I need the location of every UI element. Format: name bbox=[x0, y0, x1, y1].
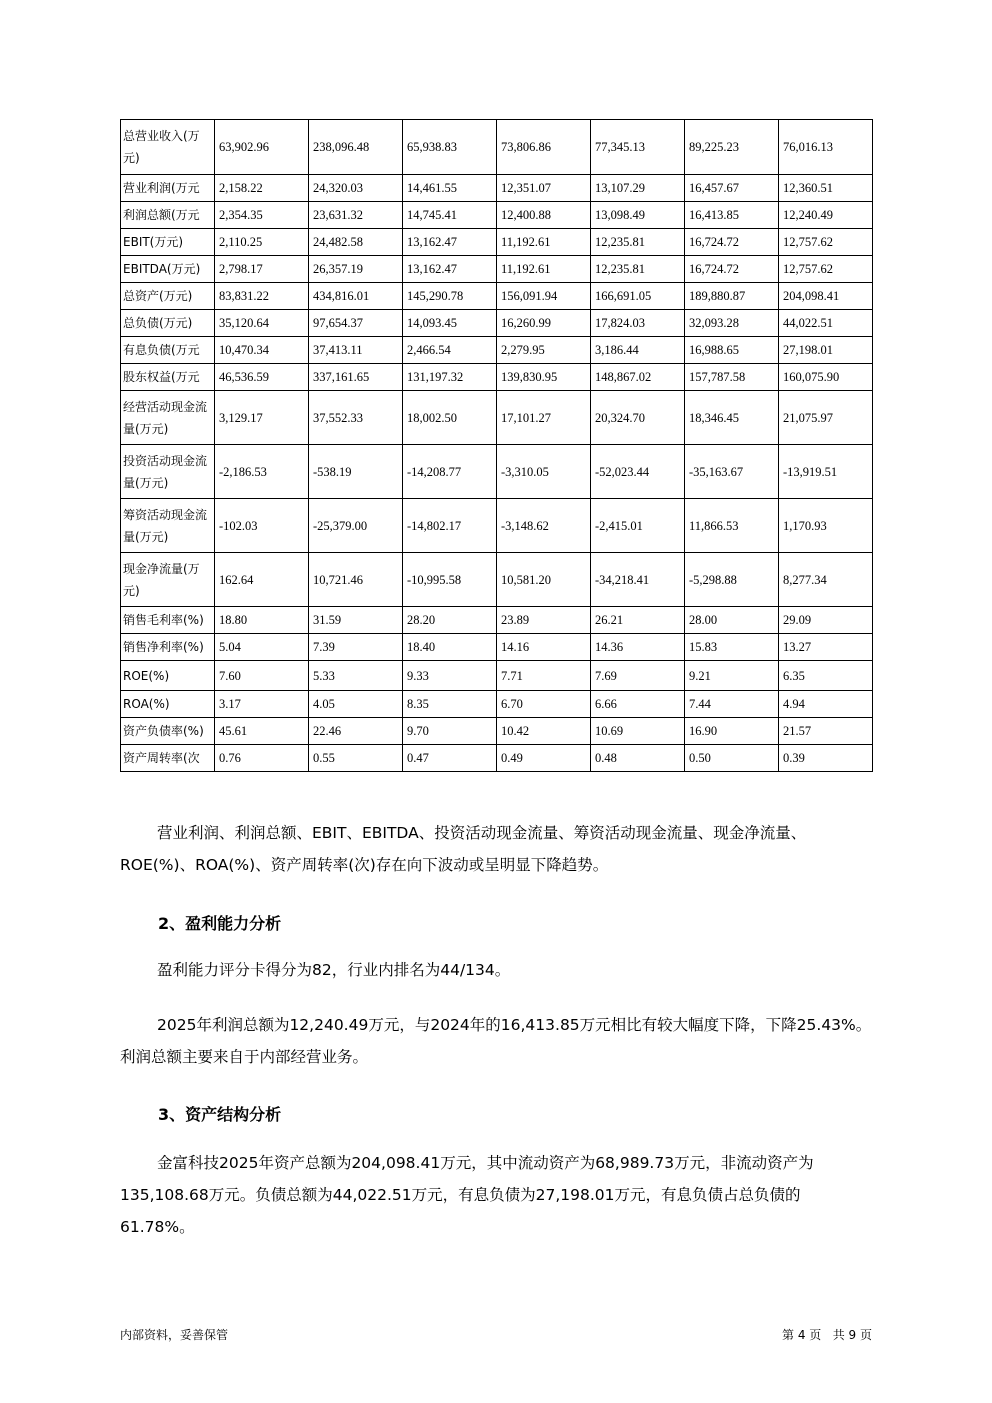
table-cell: 18,346.45 bbox=[685, 391, 779, 445]
table-row bbox=[121, 202, 873, 229]
table-cell: 3.17 bbox=[215, 691, 309, 718]
row-label: 现金净流量(万元) bbox=[121, 553, 215, 607]
table-row bbox=[121, 499, 873, 553]
table-row bbox=[121, 283, 873, 310]
table-cell: 14.36 bbox=[591, 634, 685, 661]
table-cell: 28.20 bbox=[403, 607, 497, 634]
table-cell: 9.70 bbox=[403, 718, 497, 745]
trend-text: 营业利润、利润总额、EBIT、EBITDA、投资活动现金流量、筹资活动现金流量、现金净流量、ROE(%)、ROA(%)、资产周转率(次)存在向下波动或呈明显下降趋势。 bbox=[120, 824, 807, 874]
table-cell: 77,345.13 bbox=[591, 120, 685, 175]
table-cell: 14.16 bbox=[497, 634, 591, 661]
table-cell: 131,197.32 bbox=[403, 364, 497, 391]
table-cell: 9.21 bbox=[685, 661, 779, 691]
table-cell: -3,148.62 bbox=[497, 499, 591, 553]
table-cell: 7.44 bbox=[685, 691, 779, 718]
table-cell: 46,536.59 bbox=[215, 364, 309, 391]
table-cell: 18,002.50 bbox=[403, 391, 497, 445]
table-cell: 21.57 bbox=[779, 718, 873, 745]
table-cell: 10.69 bbox=[591, 718, 685, 745]
row-label: 资产周转率(次 bbox=[121, 745, 215, 772]
row-label: 筹资活动现金流量(万元) bbox=[121, 499, 215, 553]
table-cell: 7.39 bbox=[309, 634, 403, 661]
table-cell: 11,192.61 bbox=[497, 256, 591, 283]
table-cell: 37,552.33 bbox=[309, 391, 403, 445]
table-cell: 17,824.03 bbox=[591, 310, 685, 337]
table-cell: 76,016.13 bbox=[779, 120, 873, 175]
trend-paragraph bbox=[120, 817, 872, 881]
table-cell: 23.89 bbox=[497, 607, 591, 634]
table-cell: 139,830.95 bbox=[497, 364, 591, 391]
table-cell: 3,186.44 bbox=[591, 337, 685, 364]
table-cell: 14,093.45 bbox=[403, 310, 497, 337]
table-cell: -25,379.00 bbox=[309, 499, 403, 553]
row-label: ROE(%) bbox=[121, 661, 215, 691]
table-cell: -35,163.67 bbox=[685, 445, 779, 499]
table-cell: 28.00 bbox=[685, 607, 779, 634]
table-cell: 1,170.93 bbox=[779, 499, 873, 553]
table-cell: 160,075.90 bbox=[779, 364, 873, 391]
table-cell: 13.27 bbox=[779, 634, 873, 661]
table-cell: 12,240.49 bbox=[779, 202, 873, 229]
table-cell: 14,745.41 bbox=[403, 202, 497, 229]
table-cell: 97,654.37 bbox=[309, 310, 403, 337]
table-cell: 0.47 bbox=[403, 745, 497, 772]
table-cell: 29.09 bbox=[779, 607, 873, 634]
table-cell: 45.61 bbox=[215, 718, 309, 745]
table-cell: 8,277.34 bbox=[779, 553, 873, 607]
table-cell: -10,995.58 bbox=[403, 553, 497, 607]
table-cell: 26.21 bbox=[591, 607, 685, 634]
row-label: 总资产(万元) bbox=[121, 283, 215, 310]
table-cell: 32,093.28 bbox=[685, 310, 779, 337]
table-cell: 16.90 bbox=[685, 718, 779, 745]
asset-detail-paragraph bbox=[120, 1147, 872, 1243]
section-heading-asset-structure: 3、资产结构分析 bbox=[158, 1105, 282, 1124]
table-cell: 0.55 bbox=[309, 745, 403, 772]
table-row bbox=[121, 364, 873, 391]
table-cell: 2,798.17 bbox=[215, 256, 309, 283]
table-cell: 10,470.34 bbox=[215, 337, 309, 364]
table-cell: 6.66 bbox=[591, 691, 685, 718]
table-cell: 6.35 bbox=[779, 661, 873, 691]
table-cell: 145,290.78 bbox=[403, 283, 497, 310]
table-cell: -5,298.88 bbox=[685, 553, 779, 607]
table-cell: -14,208.77 bbox=[403, 445, 497, 499]
table-cell: 18.40 bbox=[403, 634, 497, 661]
table-cell: -52,023.44 bbox=[591, 445, 685, 499]
table-cell: 7.69 bbox=[591, 661, 685, 691]
row-label: EBIT(万元) bbox=[121, 229, 215, 256]
row-label: 股东权益(万元 bbox=[121, 364, 215, 391]
table-cell: 63,902.96 bbox=[215, 120, 309, 175]
table-row bbox=[121, 120, 873, 175]
table-cell: 24,482.58 bbox=[309, 229, 403, 256]
table-cell: 20,324.70 bbox=[591, 391, 685, 445]
table-cell: 238,096.48 bbox=[309, 120, 403, 175]
footer-confidential-note: 内部资料，妥善保管 bbox=[120, 1328, 229, 1342]
table-cell: 0.48 bbox=[591, 745, 685, 772]
table-cell: 73,806.86 bbox=[497, 120, 591, 175]
table-cell: 9.33 bbox=[403, 661, 497, 691]
table-row bbox=[121, 691, 873, 718]
table-row bbox=[121, 337, 873, 364]
table-cell: 0.39 bbox=[779, 745, 873, 772]
table-cell: 162.64 bbox=[215, 553, 309, 607]
table-cell: 16,724.72 bbox=[685, 256, 779, 283]
profit-score-text: 盈利能力评分卡得分为82，行业内排名为44/134。 bbox=[157, 961, 511, 979]
table-cell: 12,400.88 bbox=[497, 202, 591, 229]
row-label: EBITDA(万元) bbox=[121, 256, 215, 283]
table-cell: -13,919.51 bbox=[779, 445, 873, 499]
table-cell: 12,757.62 bbox=[779, 256, 873, 283]
table-cell: 17,101.27 bbox=[497, 391, 591, 445]
table-cell: 16,260.99 bbox=[497, 310, 591, 337]
table-cell: 2,354.35 bbox=[215, 202, 309, 229]
table-cell: 10,581.20 bbox=[497, 553, 591, 607]
section-heading-profitability: 2、盈利能力分析 bbox=[158, 914, 282, 933]
row-label: 总负债(万元) bbox=[121, 310, 215, 337]
table-cell: 35,120.64 bbox=[215, 310, 309, 337]
row-label: 资产负债率(%) bbox=[121, 718, 215, 745]
table-cell: -34,218.41 bbox=[591, 553, 685, 607]
table-cell: 12,360.51 bbox=[779, 175, 873, 202]
table-cell: 12,757.62 bbox=[779, 229, 873, 256]
table-row bbox=[121, 634, 873, 661]
table-cell: -14,802.17 bbox=[403, 499, 497, 553]
row-label: 销售毛利率(%) bbox=[121, 607, 215, 634]
table-cell: 65,938.83 bbox=[403, 120, 497, 175]
table-cell: 2,158.22 bbox=[215, 175, 309, 202]
table-cell: 16,457.67 bbox=[685, 175, 779, 202]
table-cell: 24,320.03 bbox=[309, 175, 403, 202]
table-cell: 13,162.47 bbox=[403, 256, 497, 283]
table-cell: 16,724.72 bbox=[685, 229, 779, 256]
table-cell: 13,098.49 bbox=[591, 202, 685, 229]
table-cell: 6.70 bbox=[497, 691, 591, 718]
table-cell: 337,161.65 bbox=[309, 364, 403, 391]
table-row bbox=[121, 607, 873, 634]
table-cell: 3,129.17 bbox=[215, 391, 309, 445]
row-label: 经营活动现金流量(万元) bbox=[121, 391, 215, 445]
table-cell: -538.19 bbox=[309, 445, 403, 499]
row-label: ROA(%) bbox=[121, 691, 215, 718]
row-label: 总营业收入(万元) bbox=[121, 120, 215, 175]
row-label: 销售净利率(%) bbox=[121, 634, 215, 661]
table-cell: -3,310.05 bbox=[497, 445, 591, 499]
table-cell: 204,098.41 bbox=[779, 283, 873, 310]
table-row bbox=[121, 718, 873, 745]
table-row bbox=[121, 553, 873, 607]
table-cell: -2,415.01 bbox=[591, 499, 685, 553]
table-cell: 156,091.94 bbox=[497, 283, 591, 310]
table-cell: 83,831.22 bbox=[215, 283, 309, 310]
table-cell: 89,225.23 bbox=[685, 120, 779, 175]
table-cell: 13,107.29 bbox=[591, 175, 685, 202]
table-cell: 27,198.01 bbox=[779, 337, 873, 364]
table-row bbox=[121, 175, 873, 202]
table-cell: 189,880.87 bbox=[685, 283, 779, 310]
row-label: 投资活动现金流量(万元) bbox=[121, 445, 215, 499]
profit-score-paragraph bbox=[120, 954, 872, 986]
row-label: 营业利润(万元 bbox=[121, 175, 215, 202]
table-cell: 5.33 bbox=[309, 661, 403, 691]
row-label: 有息负债(万元 bbox=[121, 337, 215, 364]
table-row bbox=[121, 310, 873, 337]
table-cell: -102.03 bbox=[215, 499, 309, 553]
table-cell: 44,022.51 bbox=[779, 310, 873, 337]
table-cell: 11,192.61 bbox=[497, 229, 591, 256]
table-cell: 0.49 bbox=[497, 745, 591, 772]
table-cell: 10.42 bbox=[497, 718, 591, 745]
profit-detail-text: 2025年利润总额为12,240.49万元，与2024年的16,413.85万元相比有较大幅度下降，下降25.43%。利润总额主要来自于内部经营业务。 bbox=[120, 1016, 872, 1066]
table-cell: 148,867.02 bbox=[591, 364, 685, 391]
table-cell: 14,461.55 bbox=[403, 175, 497, 202]
table-cell: 37,413.11 bbox=[309, 337, 403, 364]
table-cell: 166,691.05 bbox=[591, 283, 685, 310]
table-row bbox=[121, 391, 873, 445]
table-cell: 18.80 bbox=[215, 607, 309, 634]
table-cell: 2,466.54 bbox=[403, 337, 497, 364]
table-cell: 157,787.58 bbox=[685, 364, 779, 391]
table-row bbox=[121, 229, 873, 256]
table-row bbox=[121, 445, 873, 499]
table-cell: 10,721.46 bbox=[309, 553, 403, 607]
profit-detail-paragraph bbox=[120, 1009, 872, 1073]
table-row bbox=[121, 745, 873, 772]
table-cell: 4.05 bbox=[309, 691, 403, 718]
table-cell: 26,357.19 bbox=[309, 256, 403, 283]
table-row bbox=[121, 256, 873, 283]
table-cell: 7.60 bbox=[215, 661, 309, 691]
table-cell: 8.35 bbox=[403, 691, 497, 718]
table-cell: 434,816.01 bbox=[309, 283, 403, 310]
table-cell: -2,186.53 bbox=[215, 445, 309, 499]
table-cell: 31.59 bbox=[309, 607, 403, 634]
table-cell: 15.83 bbox=[685, 634, 779, 661]
table-cell: 0.76 bbox=[215, 745, 309, 772]
table-cell: 4.94 bbox=[779, 691, 873, 718]
table-cell: 23,631.32 bbox=[309, 202, 403, 229]
financial-indicator-table bbox=[120, 119, 873, 772]
table-cell: 5.04 bbox=[215, 634, 309, 661]
table-cell: 22.46 bbox=[309, 718, 403, 745]
table-cell: 0.50 bbox=[685, 745, 779, 772]
table-cell: 2,279.95 bbox=[497, 337, 591, 364]
table-cell: 21,075.97 bbox=[779, 391, 873, 445]
row-label: 利润总额(万元 bbox=[121, 202, 215, 229]
table-cell: 12,235.81 bbox=[591, 229, 685, 256]
table-cell: 12,351.07 bbox=[497, 175, 591, 202]
asset-detail-text: 金富科技2025年资产总额为204,098.41万元，其中流动资产为68,989.73万元，非流动资产为135,108.68万元。负债总额为44,022.51万元，有息负债为27,198.01万元，有息负债占总负债的61.78%。 bbox=[120, 1154, 814, 1236]
footer-page-number: 第 4 页 共 9 页 bbox=[782, 1328, 872, 1342]
table-cell: 12,235.81 bbox=[591, 256, 685, 283]
table-cell: 2,110.25 bbox=[215, 229, 309, 256]
table-cell: 16,413.85 bbox=[685, 202, 779, 229]
table-cell: 7.71 bbox=[497, 661, 591, 691]
table-cell: 13,162.47 bbox=[403, 229, 497, 256]
table-cell: 11,866.53 bbox=[685, 499, 779, 553]
table-cell: 16,988.65 bbox=[685, 337, 779, 364]
table-row bbox=[121, 661, 873, 691]
